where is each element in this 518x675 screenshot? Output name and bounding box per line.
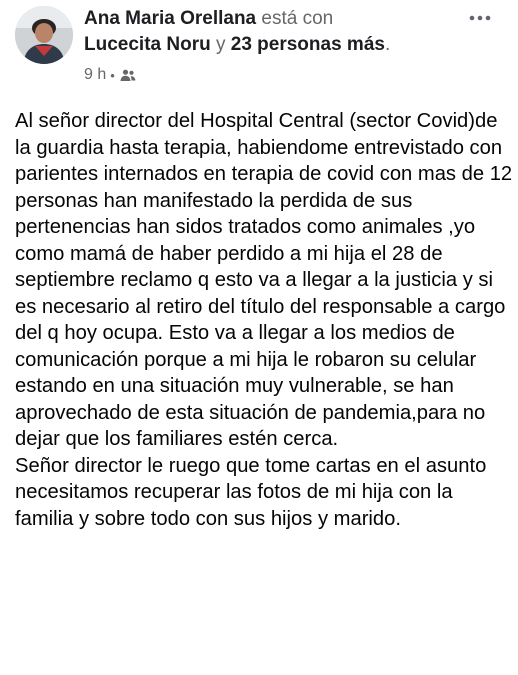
- tagged-person[interactable]: Lucecita Noru: [84, 34, 211, 55]
- period-text: .: [384, 34, 391, 55]
- friends-icon[interactable]: [120, 69, 136, 82]
- post-header: [0, 0, 518, 96]
- post-time[interactable]: 9 h: [84, 66, 107, 83]
- avatar-photo: [15, 6, 73, 64]
- avatar[interactable]: [15, 6, 73, 64]
- tagged-others[interactable]: 23 personas más: [230, 34, 385, 55]
- with-text: está con: [261, 8, 334, 29]
- post-meta: [84, 64, 136, 86]
- more-options-button[interactable]: [468, 6, 492, 30]
- conjunction-text: y: [215, 34, 226, 55]
- author-name[interactable]: Ana Maria Orellana: [84, 8, 257, 29]
- more-dots-icon: [469, 15, 491, 21]
- post-body-text: Al señor director del Hospital Central (sector Covid)de la guardia hasta terapia, habiendome entrevistado con parientes internados en terapia de covid con mas de 12 personas han manifestado la perdida de sus pertenencias han sidos tratados como animales ,yo como mamá de haber perdido a mi hija el 28 de septiembre reclamo q esto va a llegar a la justicia y si es necesario al retiro del título del responsable a cargo del q hoy ocupa. Esto va a llegar a los medios de comunicación porque a mi hija le robaron su celular estando en una situación muy vulnerable, se han aprovechado de esta situación de pandemia,para no dejar que los familiares estén cerca. Señor director le ruego que tome cartas en el asunto necesitamos recuperar las fotos de mi hija con la familia y sobre todo con sus hijos y marido.: [15, 110, 513, 530]
- separator-dot: •: [110, 67, 115, 83]
- post-author-line: [84, 6, 444, 58]
